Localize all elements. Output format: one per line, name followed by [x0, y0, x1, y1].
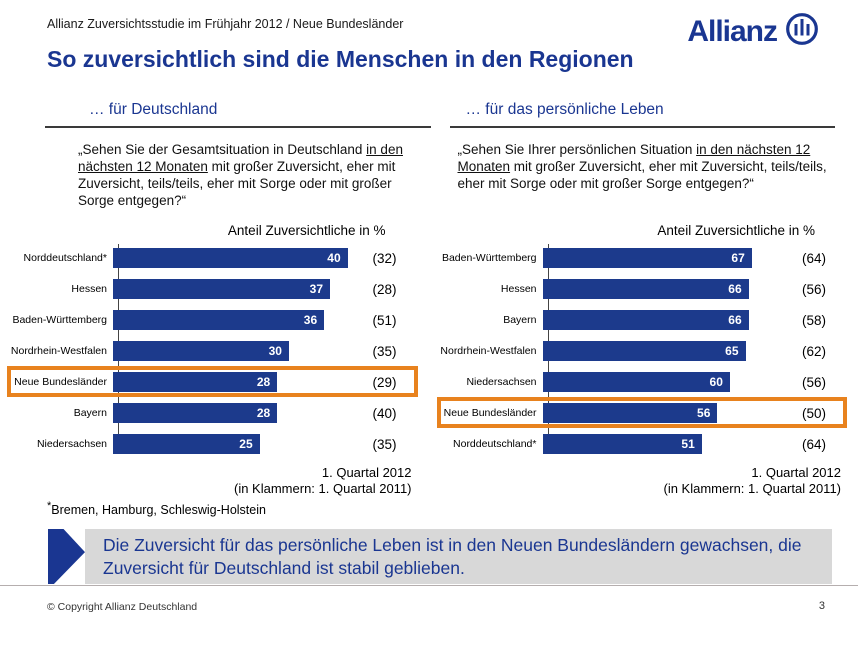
previous-value: (58)	[801, 312, 826, 328]
previous-value: (64)	[801, 436, 826, 452]
footnote-star: *	[47, 500, 52, 512]
allianz-circle-bars-icon	[784, 11, 820, 52]
category-label: Neue Bundesländer	[443, 407, 537, 419]
page-number: 3	[818, 600, 825, 612]
category-label: Neue Bundesländer	[14, 376, 107, 388]
bar-value: 28	[256, 375, 271, 389]
chart-persoenliches-leben	[440, 223, 846, 497]
footnote-text: Bremen, Hamburg, Schleswig-Holstein	[51, 503, 266, 518]
question-underlined-text: in den nächsten 12 Monaten	[78, 142, 403, 174]
bar-track	[113, 372, 354, 392]
question-underlined-text: in den nächsten 12 Monaten	[457, 142, 811, 174]
category-label: Baden-Württemberg	[12, 314, 107, 326]
category-label: Baden-Württemberg	[441, 252, 537, 264]
chart-row	[10, 279, 416, 299]
bar-track	[543, 279, 784, 299]
chart-row	[440, 372, 846, 392]
key-message-callout	[48, 529, 832, 584]
column-header-persoenliches-leben: … für das persönliche Leben	[465, 101, 664, 118]
caption-line: (in Klammern: 1. Quartal 2011)	[663, 481, 841, 496]
column-deutschland	[45, 101, 431, 209]
chart-rows	[10, 248, 416, 454]
bar	[543, 341, 746, 361]
previous-value: (40)	[372, 405, 397, 421]
category-label: Niedersachsen	[466, 376, 537, 388]
key-message-text: Die Zuversicht für das persönliche Leben ist in den Neuen Bundesländern gewachsen, die Zuversicht für Deutschland ist stabil geblieben.	[85, 529, 832, 584]
previous-value: (64)	[801, 250, 826, 266]
question-deutschland	[45, 128, 431, 209]
bar-value: 66	[728, 313, 742, 327]
bar-track	[543, 403, 784, 423]
caption-line: 1. Quartal 2012	[751, 465, 841, 480]
category-label: Hessen	[71, 283, 107, 295]
category-label: Norddeutschland*	[453, 438, 537, 450]
question-text: „Sehen Sie der Gesamtsituation in Deutschland	[78, 142, 367, 157]
bar	[113, 434, 260, 454]
category-label: Bayern	[503, 314, 537, 326]
bar-track	[543, 434, 784, 454]
bar-value: 66	[728, 282, 742, 296]
previous-value: (56)	[801, 374, 826, 390]
bar-value: 37	[309, 282, 324, 296]
previous-value: (51)	[372, 312, 397, 328]
bar	[113, 248, 348, 268]
bar-track	[543, 341, 784, 361]
charts-area	[10, 223, 845, 497]
caption-line: (in Klammern: 1. Quartal 2011)	[234, 481, 412, 496]
bar	[113, 341, 289, 361]
chart-row	[10, 403, 416, 423]
chart-row	[440, 279, 846, 299]
study-subtitle: Allianz Zuversichtsstudie im Frühjahr 2012 / Neue Bundesländer	[47, 17, 404, 31]
category-label: Niedersachsen	[36, 438, 107, 450]
chart-row	[10, 248, 416, 268]
bar	[543, 248, 752, 268]
chart-rows	[440, 248, 846, 454]
allianz-logo	[687, 11, 820, 52]
category-label: Norddeutschland*	[23, 252, 107, 264]
chart-row	[10, 434, 416, 454]
caption-line: 1. Quartal 2012	[321, 465, 412, 480]
question-columns	[45, 101, 835, 209]
previous-value: (35)	[372, 436, 397, 452]
chart-row	[440, 248, 846, 268]
previous-value: (62)	[801, 343, 826, 359]
chart-row-highlighted	[10, 372, 416, 392]
category-label: Nordrhein-Westfalen	[10, 345, 107, 357]
bar	[113, 310, 324, 330]
bar-value: 25	[239, 437, 253, 451]
bar	[543, 403, 718, 423]
bar-value: 28	[256, 406, 271, 420]
category-label: Nordrhein-Westfalen	[440, 345, 537, 357]
bar-track	[113, 434, 354, 454]
bar-track	[113, 310, 354, 330]
bar-track	[113, 403, 354, 423]
category-label: Bayern	[73, 407, 107, 419]
chart-row	[440, 434, 846, 454]
chart-caption	[440, 465, 846, 497]
bar-track	[543, 372, 784, 392]
bar-value: 40	[327, 251, 341, 265]
arrow-right-icon	[48, 529, 85, 584]
bar-track	[543, 310, 784, 330]
category-label: Hessen	[500, 283, 537, 295]
bar-track	[543, 248, 784, 268]
copyright-text: © Copyright Allianz Deutschland	[47, 601, 198, 613]
bar	[543, 372, 730, 392]
bar-value: 65	[725, 344, 739, 358]
previous-value: (28)	[372, 281, 397, 297]
column-persoenliches-leben	[450, 101, 836, 209]
chart-title: Anteil Zuversichtliche in %	[227, 223, 386, 238]
chart-row	[10, 310, 416, 330]
chart-row	[440, 310, 846, 330]
bar-track	[113, 248, 354, 268]
chart-title: Anteil Zuversichtliche in %	[657, 223, 815, 238]
bar	[543, 310, 749, 330]
bar	[113, 403, 277, 423]
question-text: mit großer Zuversicht, eher mit Zuversicht, teils/teils, eher mit Sorge oder mit großer Sorge entgegen?“	[78, 159, 396, 208]
bar-value: 30	[268, 344, 282, 358]
bar-value: 36	[303, 313, 318, 327]
page-title: So zuversichtlich sind die Menschen in den Regionen	[47, 46, 634, 72]
bar	[543, 279, 749, 299]
bar-track	[113, 341, 354, 361]
bar	[113, 279, 330, 299]
bar-value: 60	[709, 375, 723, 389]
question-text: „Sehen Sie Ihrer persönlichen Situation	[457, 142, 697, 157]
chart-row-highlighted	[440, 403, 846, 423]
previous-value: (29)	[372, 374, 397, 390]
bar	[543, 434, 702, 454]
previous-value: (56)	[801, 281, 826, 297]
bar-value: 67	[731, 251, 745, 265]
question-persoenliches-leben	[450, 128, 836, 192]
footer-divider	[0, 585, 858, 586]
question-text: mit großer Zuversicht, eher mit Zuversicht, teils/teils, eher mit Sorge oder mit großer Sorge entgegen?“	[457, 159, 827, 191]
previous-value: (50)	[801, 405, 826, 421]
chart-row	[10, 341, 416, 361]
bar-value: 51	[681, 437, 695, 451]
footnote	[47, 500, 266, 517]
allianz-logo-text: Allianz	[687, 14, 777, 48]
column-header-deutschland: … für Deutschland	[89, 101, 218, 118]
previous-value: (35)	[372, 343, 397, 359]
chart-deutschland	[10, 223, 416, 497]
bar	[113, 372, 277, 392]
chart-row	[440, 341, 846, 361]
bar-value: 56	[697, 406, 711, 420]
chart-caption	[10, 465, 416, 497]
bar-track	[113, 279, 354, 299]
previous-value: (32)	[372, 250, 397, 266]
